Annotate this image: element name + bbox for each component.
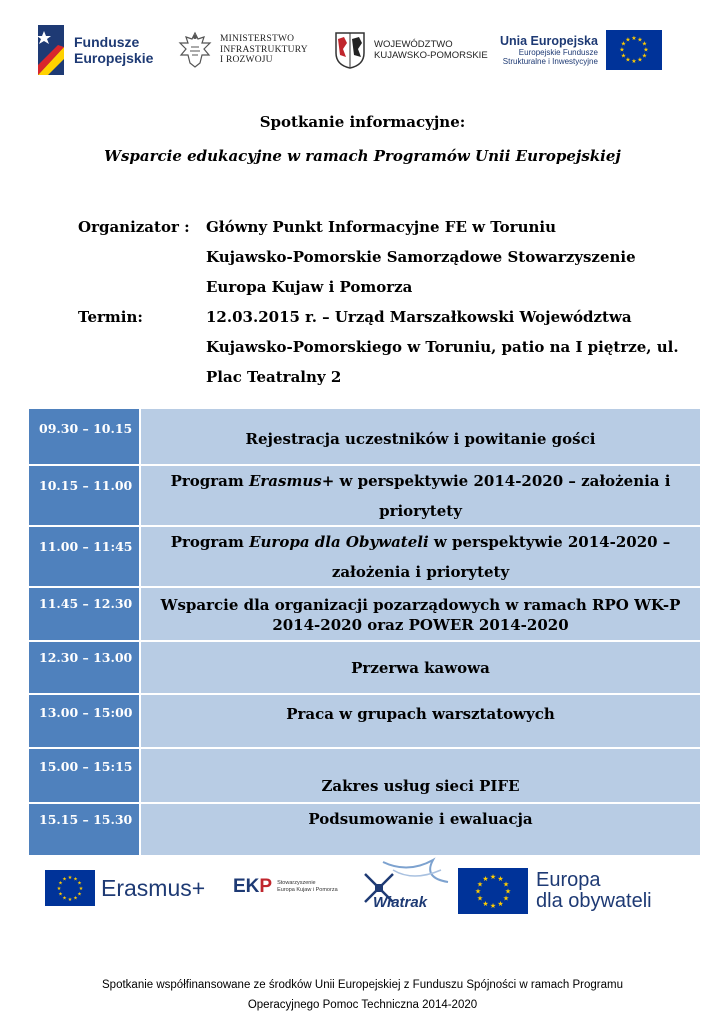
- svg-text:★: ★: [502, 880, 510, 889]
- page-title: Spotkanie informacyjne:: [259, 113, 466, 131]
- schedule-topic: Podsumowanie i ewaluacja: [141, 804, 700, 855]
- schedule-topic: [141, 466, 700, 525]
- svg-text:★: ★: [474, 887, 482, 896]
- svg-text:★: ★: [631, 58, 637, 65]
- schedule-time: 13.00 – 15:00: [29, 695, 139, 747]
- schedule-time: 09.30 – 10.15: [29, 409, 139, 464]
- svg-text:★: ★: [78, 886, 84, 892]
- svg-text:★: ★: [643, 46, 649, 54]
- eu-sub-line-2: Strukturalne i Inwestycyjne: [502, 57, 598, 66]
- topic-text: w perspektywie 2014-2020 – założenia i priorytety: [331, 533, 671, 581]
- svg-text:★: ★: [476, 894, 484, 903]
- voivodeship-line-2: KUJAWSKO-POMORSKIE: [374, 50, 488, 61]
- ministry-line-3: I ROZWOJU: [220, 55, 273, 66]
- table-row: [29, 749, 700, 802]
- schedule-time: 12.30 – 13.00: [29, 642, 139, 693]
- fundusze-europejskie-logo: [38, 24, 153, 76]
- schedule-topic: Wsparcie dla organizacji pozarządowych w ramach RPO WK-P 2014-2020 oraz POWER 2014-2020: [141, 588, 700, 640]
- term-block: [78, 302, 679, 392]
- term-label: Termin:: [78, 308, 143, 326]
- schedule-time: 15.15 – 15.30: [29, 804, 139, 855]
- term-line-1: 12.03.2015 r. – Urząd Marszałkowski Województwa: [206, 308, 632, 326]
- svg-text:★: ★: [56, 886, 62, 892]
- svg-text:★: ★: [497, 875, 504, 883]
- eu-flag-icon: [45, 870, 95, 906]
- efo-line-2: dla obywateli: [536, 890, 652, 912]
- svg-text:★: ★: [619, 46, 625, 54]
- ekp-mark-a: EK: [233, 876, 260, 897]
- voivodeship-line-1: WOJEWÓDZTWO: [374, 39, 453, 50]
- svg-text:★: ★: [73, 876, 78, 883]
- topic-emphasis: Erasmus+: [248, 472, 335, 490]
- organizer-block: [78, 212, 636, 302]
- voivodeship-logo: [334, 30, 488, 70]
- europa-dla-obywateli-logo: [458, 868, 652, 914]
- svg-text:★: ★: [620, 40, 627, 48]
- svg-text:★: ★: [641, 40, 648, 48]
- erasmus-text: Erasmus+: [101, 874, 206, 901]
- organizer-line-2: Kujawsko-Pomorskie Samorządowe Stowarzyszenie: [206, 248, 636, 266]
- svg-text:★: ★: [502, 894, 510, 903]
- topic-text: Program: [170, 533, 250, 551]
- ekp-logo: [233, 876, 338, 898]
- fe-line-1: Fundusze: [74, 34, 140, 50]
- svg-text:★: ★: [620, 52, 627, 60]
- eu-title: Unia Europejska: [500, 33, 598, 48]
- table-row: [29, 409, 700, 464]
- schedule-time: 10.15 – 11.00: [29, 466, 139, 525]
- wiatrak-text: Wiatrak: [373, 894, 428, 911]
- ministry-line-1: MINISTERSTWO: [220, 34, 295, 45]
- svg-text:★: ★: [625, 36, 631, 44]
- fe-line-2: Europejskie: [74, 50, 154, 66]
- griffin-shield-icon: [334, 31, 366, 69]
- erasmus-logo: [45, 870, 205, 906]
- schedule-time: 15.00 – 15:15: [29, 749, 139, 802]
- svg-text:★: ★: [482, 900, 489, 908]
- table-row: [29, 804, 700, 855]
- svg-text:★: ★: [504, 887, 512, 896]
- eu-sub-line-1: Europejskie Fundusze: [518, 47, 598, 57]
- topic-text: Program: [170, 472, 249, 490]
- svg-text:★: ★: [489, 873, 497, 881]
- organizer-line-1: Główny Punkt Informacyjne FE w Toruniu: [206, 218, 557, 236]
- svg-text:★: ★: [482, 875, 489, 883]
- svg-text:★: ★: [637, 36, 643, 44]
- svg-text:★: ★: [625, 56, 631, 64]
- schedule-topic: Zakres usług sieci PIFE: [141, 749, 700, 802]
- svg-text:★: ★: [637, 56, 643, 64]
- footer-line-2: Operacyjnego Pomoc Techniczna 2014-2020: [247, 999, 478, 1011]
- schedule-topic: Przerwa kawowa: [141, 642, 700, 693]
- table-row: [29, 466, 700, 525]
- term-line-2: Kujawsko-Pomorskiego w Toruniu, patio na I piętrze, ul.: [206, 338, 679, 356]
- ekp-sub-line-1: Stowarzyszenie: [277, 880, 316, 886]
- svg-text:★: ★: [489, 902, 497, 910]
- svg-text:★: ★: [67, 897, 73, 903]
- footer-note: [0, 975, 725, 1015]
- svg-text:★: ★: [497, 900, 504, 908]
- svg-text:★: ★: [631, 35, 637, 42]
- svg-text:★: ★: [476, 880, 484, 889]
- eu-funds-logo: [500, 28, 662, 72]
- schedule-topic: [141, 527, 700, 586]
- term-line-3: Plac Teatralny 2: [206, 368, 342, 386]
- footer-line-1: Spotkanie współfinansowane ze środków Unii Europejskiej z Funduszu Spójności w ramach Programu: [102, 979, 623, 991]
- table-row: [29, 588, 700, 640]
- svg-text:★: ★: [62, 876, 67, 883]
- table-row: [29, 642, 700, 693]
- svg-text:★: ★: [58, 880, 63, 887]
- ekp-mark: [233, 876, 272, 898]
- svg-text:★: ★: [62, 895, 67, 902]
- schedule-topic: Praca w grupach warsztatowych: [141, 695, 700, 747]
- table-row: [29, 527, 700, 586]
- svg-text:★: ★: [58, 891, 63, 898]
- svg-text:★: ★: [77, 880, 82, 887]
- eu-flag-icon: [606, 30, 662, 70]
- table-row: [29, 695, 700, 747]
- fe-star-icon: [38, 25, 64, 75]
- ministry-logo: [178, 30, 308, 70]
- svg-text:★: ★: [77, 891, 82, 898]
- ekp-mark-b: P: [259, 876, 273, 897]
- schedule-time: 11.00 – 11:45: [29, 527, 139, 586]
- svg-text:★: ★: [73, 895, 78, 902]
- svg-text:★: ★: [67, 875, 73, 881]
- page-subtitle: Wsparcie edukacyjne w ramach Programów Unii Europejskiej: [104, 147, 621, 165]
- organizer-label: Organizator :: [78, 218, 190, 236]
- schedule-table: [29, 409, 700, 855]
- svg-text:★: ★: [641, 52, 648, 60]
- topic-emphasis: Europa dla Obywateli: [249, 533, 429, 551]
- ministry-line-2: INFRASTRUKTURY: [220, 44, 308, 55]
- topic-text: w perspektywie 2014-2020 – założenia i priorytety: [334, 472, 671, 520]
- ekp-sub-line-2: Europa Kujaw i Pomorza: [277, 887, 338, 893]
- eagle-icon: [178, 31, 212, 69]
- organizer-line-3: Europa Kujaw i Pomorza: [206, 278, 413, 296]
- efo-line-1: Europa: [536, 869, 601, 891]
- eu-flag-icon: [458, 868, 528, 914]
- schedule-time: 11.45 – 12.30: [29, 588, 139, 640]
- wiatrak-logo: [353, 856, 453, 918]
- schedule-topic: Rejestracja uczestników i powitanie gości: [141, 409, 700, 464]
